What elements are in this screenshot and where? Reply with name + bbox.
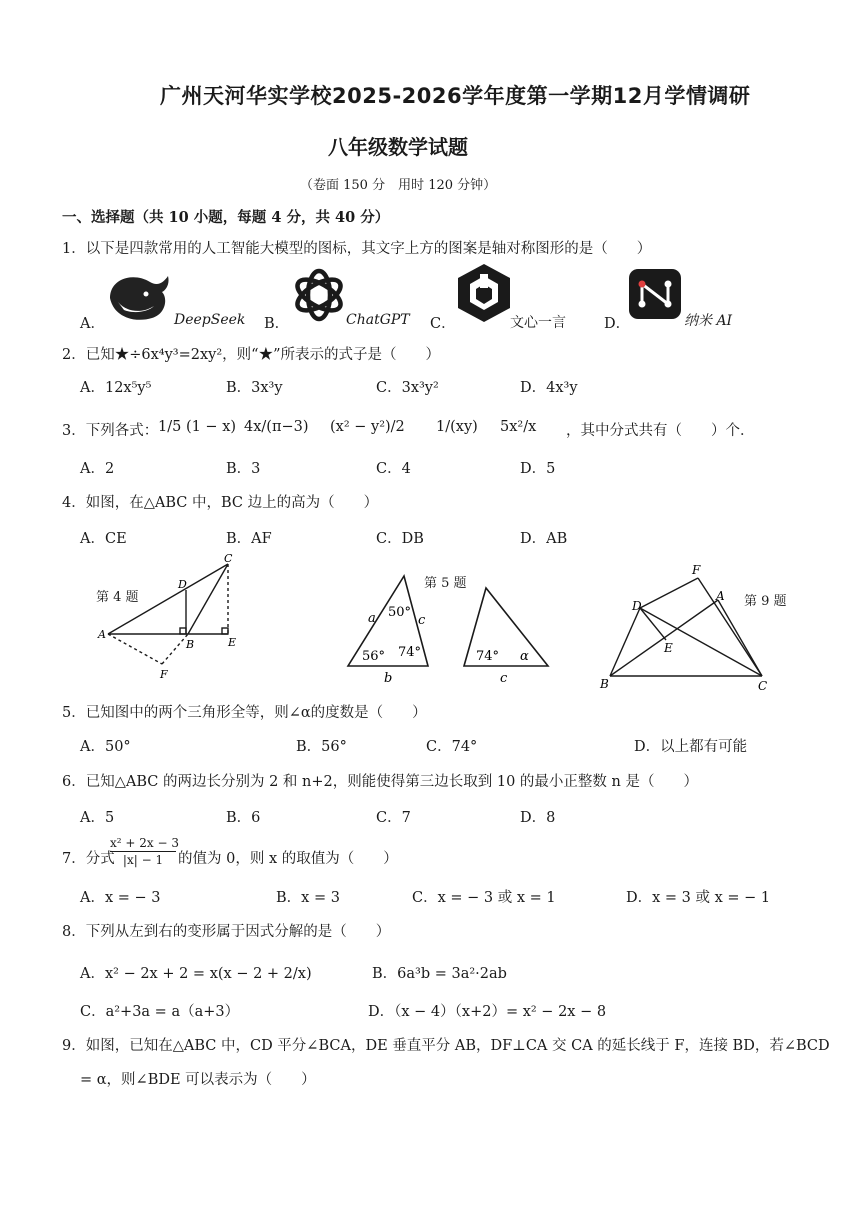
q5-option-a: A．50° — [80, 739, 131, 755]
question-7-suffix: 的值为 0，则 x 的取值为（ ） — [178, 851, 398, 867]
q1-option-d-letter: D． — [604, 316, 631, 332]
deepseek-whale-icon — [104, 268, 176, 324]
fig4-point-d: D — [178, 578, 187, 591]
q1-option-a-label: DeepSeek — [174, 312, 246, 328]
q1-option-c-letter: C． — [430, 316, 456, 332]
fig4-point-f: F — [160, 668, 168, 681]
exam-title: 广州天河华实学校2025-2026学年度第一学期12月学情调研 — [160, 84, 751, 108]
question-2-text: 2．已知★÷6x⁴y³=2xy²，则“★”所表示的式子是（ ） — [62, 347, 440, 363]
q3-fraction-3: (x² − y²)/2 — [330, 419, 405, 435]
q1-option-a-letter: A． — [80, 316, 105, 332]
section-heading: 一、选择题（共 10 小题，每题 4 分，共 40 分） — [62, 209, 390, 226]
q3-option-c: C．4 — [376, 461, 411, 477]
fig4-caption: 第 4 题 — [96, 590, 139, 605]
fig4-point-e: E — [228, 636, 237, 649]
q2-option-a: A．12x⁵y⁵ — [80, 380, 152, 396]
q2-option-d: D．4x³y — [520, 380, 578, 396]
question-1-text: 1．以下是四款常用的人工智能大模型的图标，其文字上方的图案是轴对称图形的是（ ） — [62, 241, 652, 257]
q5-option-d: D．以上都有可能 — [634, 739, 748, 755]
q5-option-b: B．56° — [296, 739, 347, 755]
wenxin-hexagon-icon — [454, 262, 514, 324]
fig5-right-angle-left: 74° — [476, 649, 500, 664]
q8-option-d: D．（x − 4）（x+2）= x² − 2x − 8 — [368, 1004, 607, 1020]
exam-note: （卷面 150 分 用时 120 分钟） — [300, 178, 497, 193]
question-9-line2: = α，则∠BDE 可以表示为（ ） — [80, 1072, 316, 1088]
q2-option-b: B．3x³y — [226, 380, 283, 396]
q7-option-d: D．x = 3 或 x = − 1 — [626, 890, 771, 906]
fig5-caption: 第 5 题 — [424, 576, 467, 591]
q1-option-b-letter: B． — [264, 316, 290, 332]
q3-fraction-4: 1/(xy) — [436, 419, 478, 435]
q3-option-d: D．5 — [520, 461, 556, 477]
fig5-left-side-c: c — [418, 613, 426, 628]
q3-fraction-2: 4x/(π−3) — [244, 419, 309, 435]
question-9-line1: 9．如图，已知在△ABC 中，CD 平分∠BCA，DE 垂直平分 AB，DF⊥CA 交 CA 的延长线于 F，连接 BD，若∠BCD — [62, 1038, 830, 1054]
question-3-prefix: 3．下列各式： — [62, 423, 159, 439]
q7-numerator: x² + 2x − 3 — [110, 836, 179, 850]
q6-option-a: A．5 — [80, 810, 115, 826]
fig9-point-b: B — [600, 677, 609, 691]
q3-fraction-5: 5x²/x — [500, 419, 537, 435]
fig9-point-f: F — [692, 563, 701, 577]
q4-option-c: C．DB — [376, 531, 424, 547]
fig9-caption: 第 9 题 — [744, 594, 787, 609]
fig4-point-a: A — [98, 628, 106, 641]
q3-fraction-1: 1/5 (1 − x) — [158, 419, 237, 435]
q7-fraction — [110, 836, 179, 867]
fig9-point-a: A — [716, 589, 725, 603]
fig4-point-b: B — [186, 638, 195, 651]
q8-option-c: C．a²+3a = a（a+3） — [80, 1004, 240, 1020]
q7-option-c: C．x = − 3 或 x = 1 — [412, 890, 556, 906]
q7-option-b: B．x = 3 — [276, 890, 340, 906]
fig5-right-angle-alpha: α — [520, 649, 529, 664]
fig4-point-c: C — [224, 552, 233, 565]
figure-4-diagram — [94, 552, 254, 684]
fig5-right-side-c: c — [500, 671, 508, 686]
figure-5-diagram — [340, 572, 560, 686]
q5-option-c: C．74° — [426, 739, 478, 755]
chatgpt-knot-icon — [288, 264, 350, 326]
question-6-text: 6．已知△ABC 的两边长分别为 2 和 n+2，则能使得第三边长取到 10 的最小正整数 n 是（ ） — [62, 774, 698, 790]
question-3-suffix: ，其中分式共有（ ）个． — [566, 423, 755, 439]
question-5-text: 5．已知图中的两个三角形全等，则∠α的度数是（ ） — [62, 705, 427, 721]
fig9-point-c: C — [758, 679, 768, 693]
q8-option-b: B．6a³b = 3a²·2ab — [372, 966, 507, 982]
fig5-left-angle-left: 56° — [362, 649, 386, 664]
q7-option-a: A．x = − 3 — [80, 890, 161, 906]
q4-option-d: D．AB — [520, 531, 568, 547]
fig5-left-side-b: b — [384, 671, 393, 686]
question-8-text: 8．下列从左到右的变形属于因式分解的是（ ） — [62, 924, 391, 940]
fig5-left-angle-top: 50° — [388, 605, 412, 620]
q6-option-c: C．7 — [376, 810, 411, 826]
figure-9-diagram — [598, 562, 778, 694]
q2-option-c: C．3x³y² — [376, 380, 439, 396]
question-7-prefix: 7．分式 — [62, 851, 115, 867]
fig5-left-angle-right: 74° — [398, 645, 422, 660]
q1-option-d-label: 纳米 AI — [684, 313, 733, 329]
q4-option-b: B．AF — [226, 531, 272, 547]
q6-option-b: B．6 — [226, 810, 261, 826]
question-4-text: 4．如图，在△ABC 中，BC 边上的高为（ ） — [62, 495, 379, 511]
q1-option-c-label: 文心一言 — [510, 315, 566, 331]
fig9-point-d: D — [632, 599, 642, 613]
q1-option-b-label: ChatGPT — [346, 312, 410, 328]
q7-denominator: |x| − 1 — [122, 853, 164, 867]
q4-option-a: A．CE — [80, 531, 127, 547]
fig9-point-e: E — [664, 641, 673, 655]
q8-option-a: A．x² − 2x + 2 = x(x − 2 + 2/x) — [80, 966, 312, 982]
q3-option-a: A．2 — [80, 461, 115, 477]
exam-subtitle: 八年级数学试题 — [328, 135, 468, 159]
nami-ai-icon — [628, 268, 682, 320]
fig5-left-side-a: a — [368, 611, 376, 626]
q3-option-b: B．3 — [226, 461, 261, 477]
q6-option-d: D．8 — [520, 810, 556, 826]
